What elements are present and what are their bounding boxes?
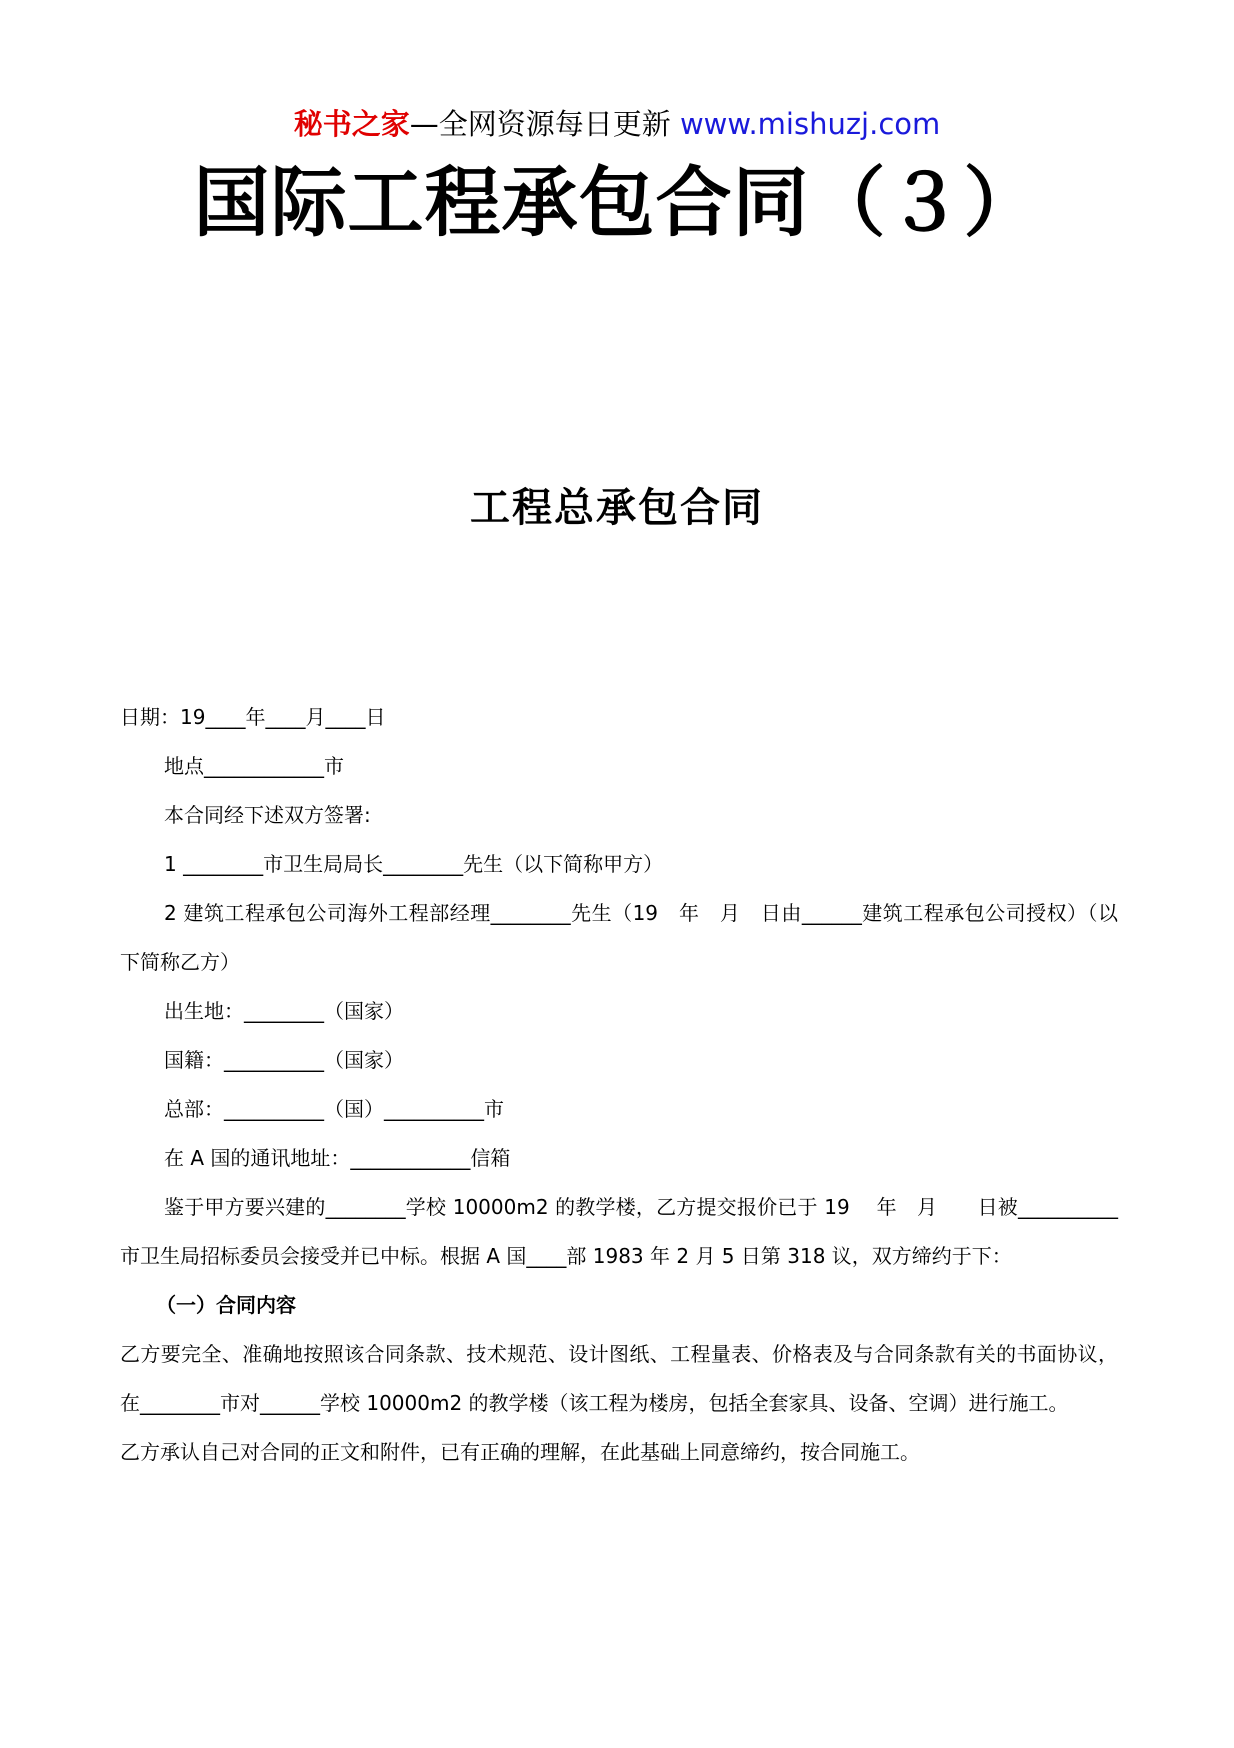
section-paragraph: 乙方承认自己对合同的正文和附件，已有正确的理解，在此基础上同意缔约，按合同施工。 — [120, 1440, 920, 1464]
party-b-line: 2 建筑工程承包公司海外工程部经理________先生（19 年 月 日由______建筑工程承包公司授权）（以下简称乙方） — [120, 901, 1118, 974]
headquarters-line: 总部：__________（国）__________市 — [164, 1097, 504, 1121]
header-tagline: —全网资源每日更新 — [409, 107, 680, 141]
document-title: 国际工程承包合同（３） — [193, 158, 1041, 247]
contract-body — [120, 693, 1118, 1477]
site-header — [0, 104, 1234, 144]
brand-name: 秘书之家 — [293, 107, 410, 141]
date-line: 日期：19____年____月____日 — [120, 705, 386, 729]
party-a-line: 1 ________市卫生局局长________先生（以下简称甲方） — [164, 852, 664, 876]
whereas-paragraph: 鉴于甲方要兴建的________学校 10000m2 的教学楼，乙方提交报价已于 19 年 月 日被__________市卫生局招标委员会接受并已中标。根据 A 国____部 1983 年 2 月 5 日第 318 议，双方缔约于下： — [120, 1195, 1118, 1268]
section-heading: （一）合同内容 — [156, 1293, 296, 1317]
birthplace-line: 出生地：________（国家） — [164, 999, 404, 1023]
document-subtitle: 工程总承包合同 — [470, 485, 764, 531]
nationality-line: 国籍：__________（国家） — [164, 1048, 404, 1072]
signed-intro: 本合同经下述双方签署: — [164, 803, 371, 827]
section-paragraph: 乙方要完全、准确地按照该合同条款、技术规范、设计图纸、工程量表、价格表及与合同条款有关的书面协议，在________市对______学校 10000m2 的教学楼（该工程为楼房，包括全套家具、设备、空调）进行施工。 — [120, 1342, 1118, 1415]
address-line: 在 A 国的通讯地址：____________信箱 — [164, 1146, 511, 1170]
place-line: 地点____________市 — [164, 754, 344, 778]
site-link[interactable]: www.mishuzj.com — [679, 107, 941, 141]
